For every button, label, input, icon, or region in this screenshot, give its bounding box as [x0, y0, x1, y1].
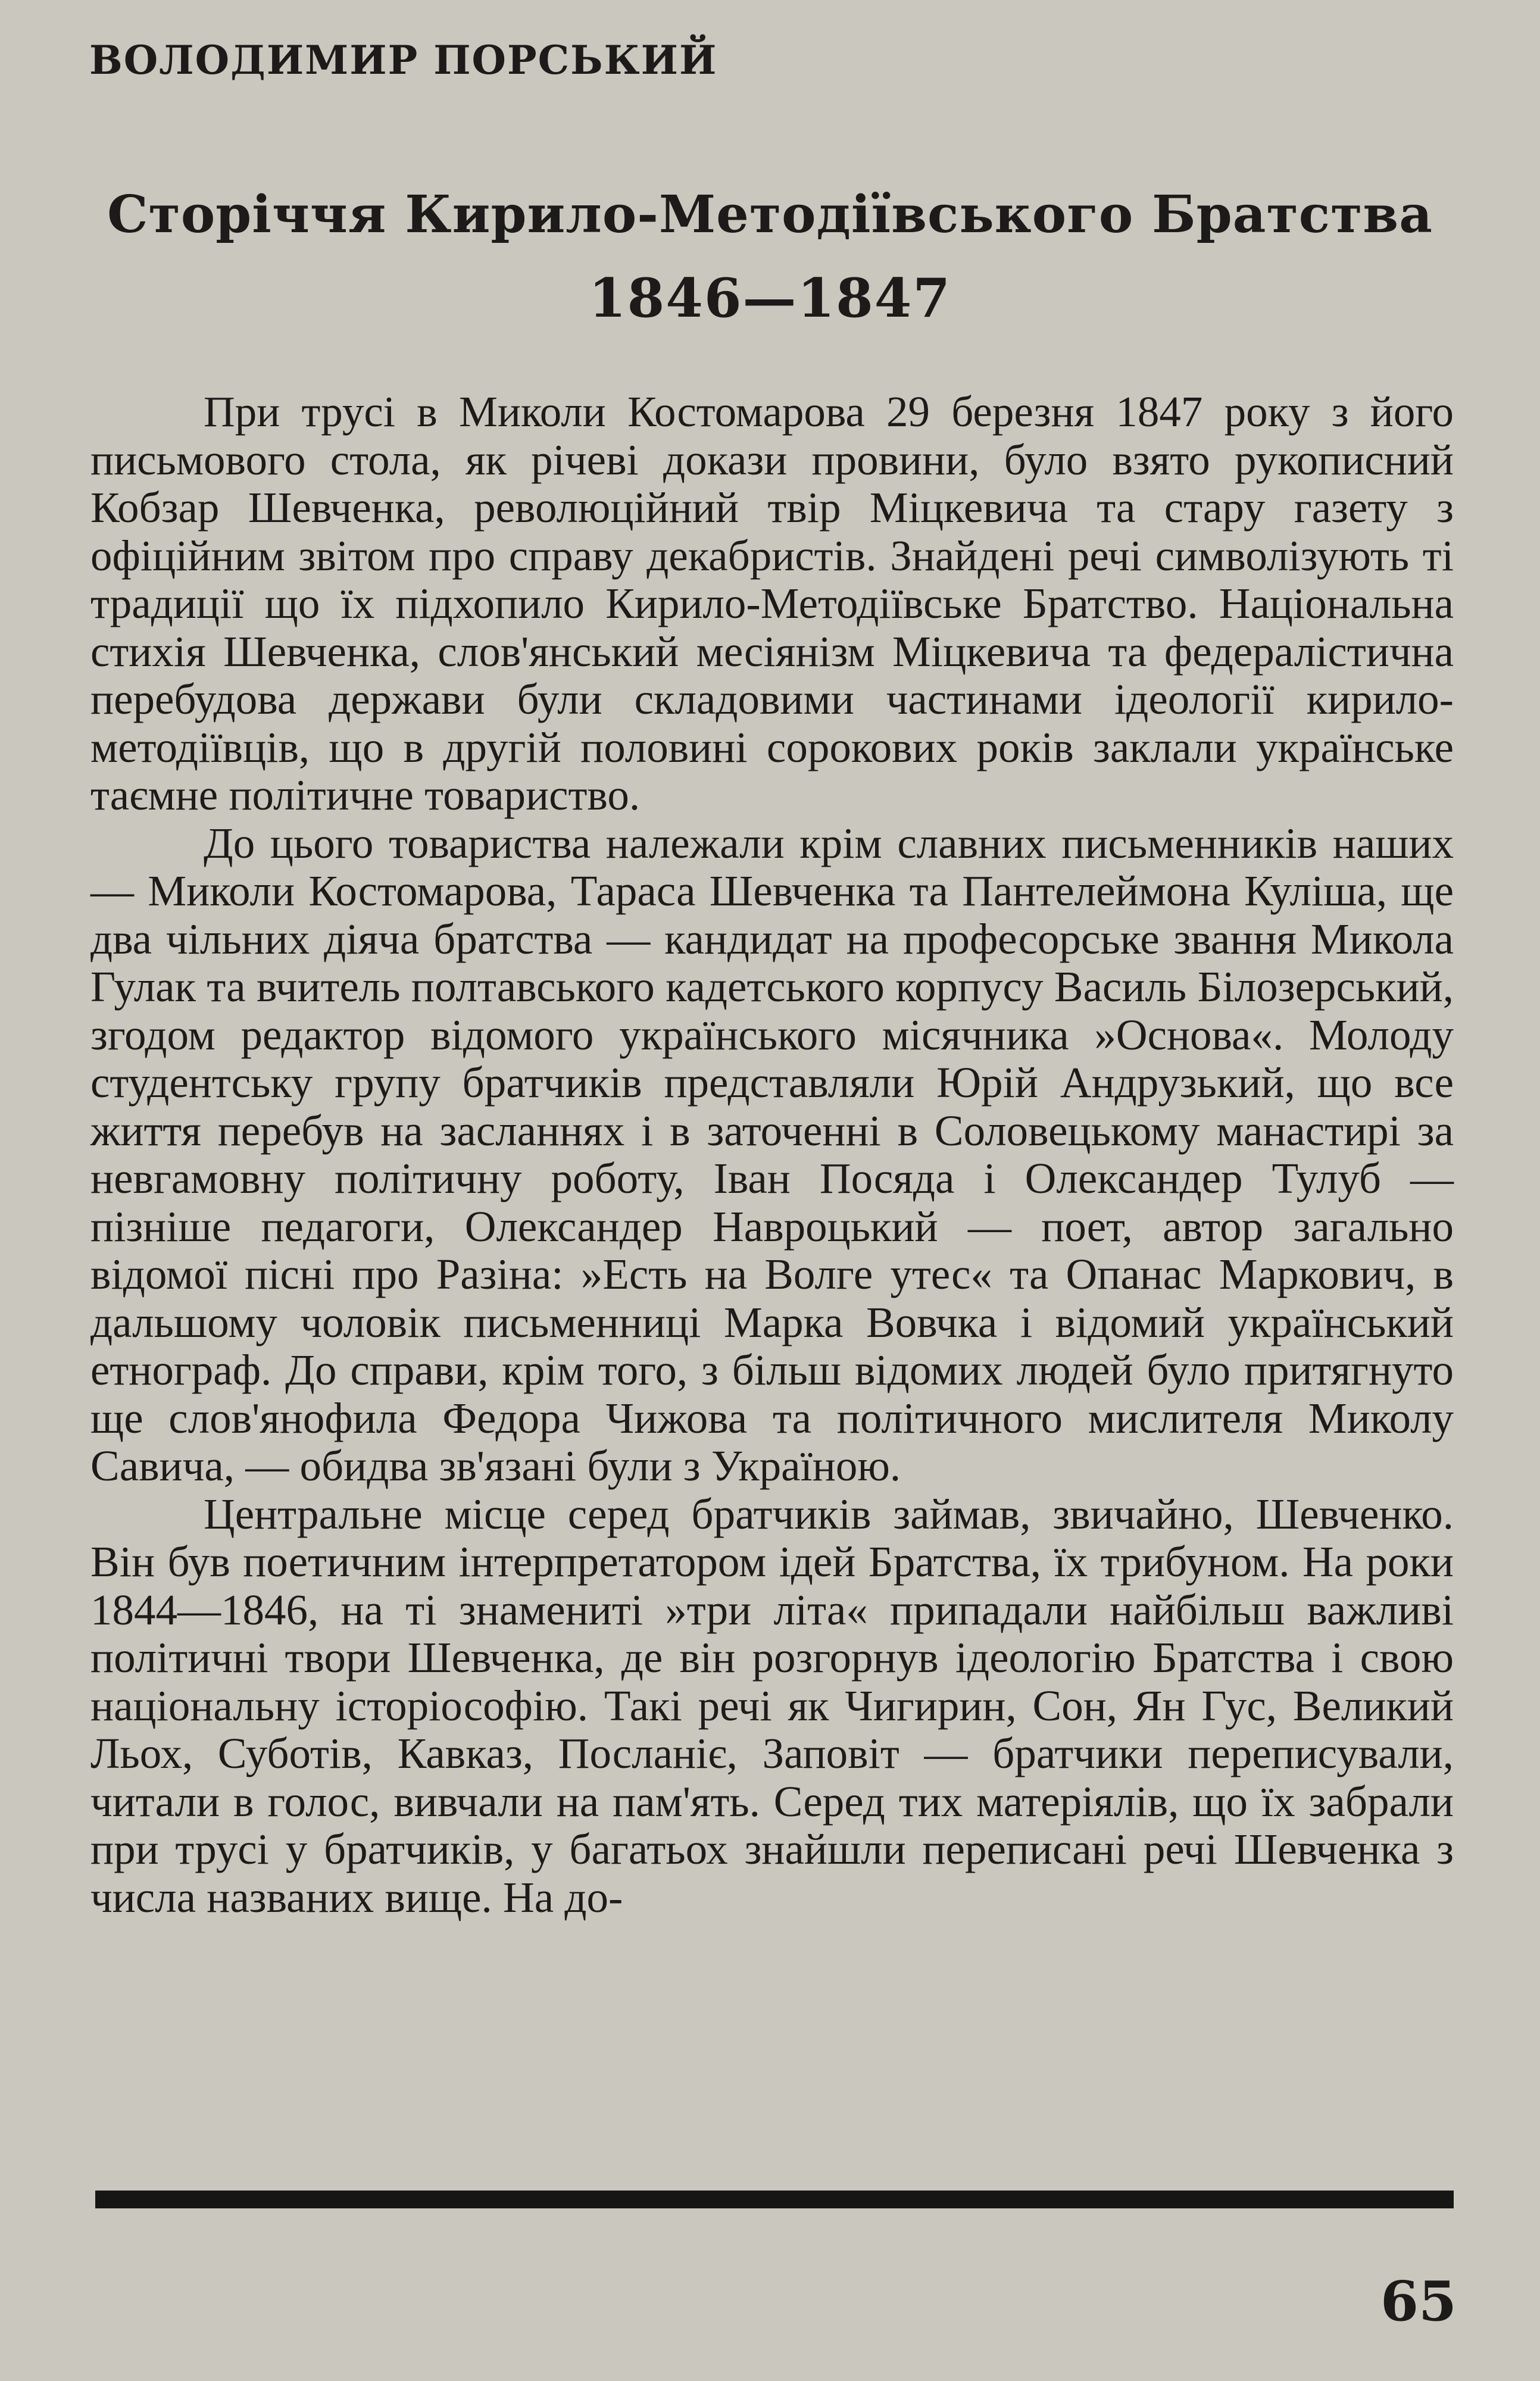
article-body — [90, 388, 1454, 1921]
page-number: 65 — [1380, 2269, 1457, 2333]
footer-rule — [95, 2191, 1454, 2208]
article-years: 1846—1847 — [589, 267, 951, 330]
paragraph: Центральне місце серед братчиків займав, звичайно, Шевченко. Він був поетичним інтерпретатором ідей Братства, їх трибуном. На роки 1844—1846, на ті знамениті »три літа« припадали найбільш важливі політичні твори Шевченка, де він розгорнув ідеологію Братства і свою національну історіософію. Такі речі як Чигирин, Сон, Ян Гус, Великий Льох, Суботів, Кавказ, Посланіє, Заповіт — братчики переписували, читали в голос, вивчали на пам'ять. Серед тих матеріялів, що їх забрали при трусі у братчиків, у багатьох знайшли переписані речі Шевченка з числа названих вище. На до- — [90, 1489, 1454, 1921]
paragraph: До цього товариства належали крім славних письменників наших — Миколи Костомарова, Тараса Шевченка та Пантелеймона Куліша, ще два чільних діяча братства — кандидат на професорське звання Микола Гулак та вчитель полтавського кадетського корпусу Василь Білозерський, згодом редактор відомого українського місячника »Основа«. Молоду студентську групу братчиків представляли Юрій Андрузький, що все життя перебув на засланнях і в заточенні в Соловецькому манастирі за невгамовну політичну роботу, Іван Посяда і Олександер Тулуб — пізніше педагоги, Олександер Навроцький — поет, автор загально відомої пісні про Разіна: »Есть на Волге утес« та Опанас Маркович, в дальшому чоловік письменниці Марка Вовчка і відомий український етнограф. До справи, крім того, з більш відомих людей було притягнуто ще слов'янофила Федора Чижова та політичного мислителя Миколу Савича, — обидва зв'язані були з Україною. — [90, 818, 1454, 1490]
paragraph: При трусі в Миколи Костомарова 29 березня 1847 року з його письмового стола, як річеві докази провини, було взято рукописний Кобзар Шевченка, революційний твір Міцкевича та стару газету з офіційним звітом про справу декабристів. Знайдені речі символізують ті традиції що їх підхопило Кирило-Методіївське Братство. Національна стихія Шевченка, слов'янський месіянізм Міцкевича та федералістична перебудова держави були складовими частинами ідеології кирило-методіївців, що в другій половині сорокових років заклали українське таємне політичне товариство. — [90, 388, 1454, 819]
running-head-author: ВОЛОДИМИР ПОРСЬКИЙ — [89, 37, 718, 83]
article-title: Сторіччя Кирило-Методіївського Братства — [107, 185, 1433, 245]
